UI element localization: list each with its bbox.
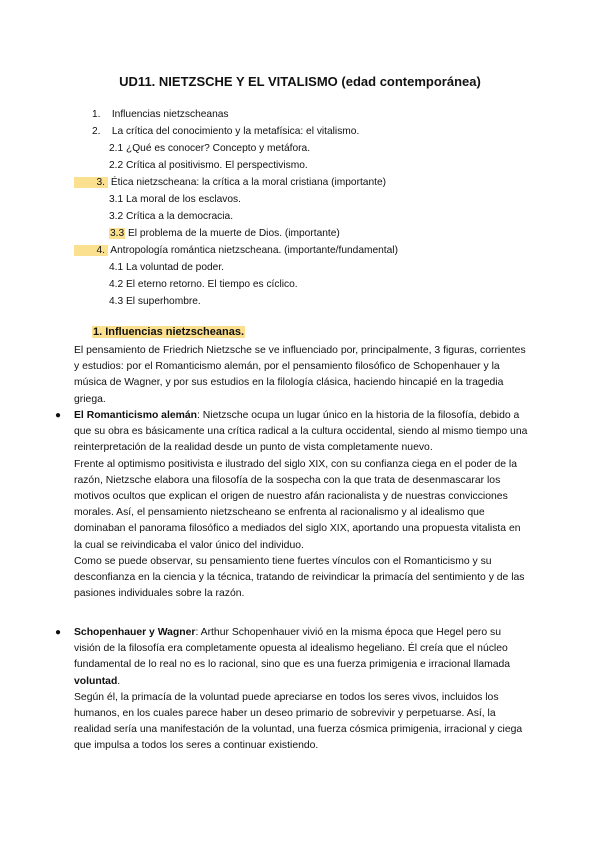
toc-number: 2.1	[109, 143, 124, 154]
toc-item-4-2	[109, 279, 298, 290]
toc-text: El problema de la muerte de Dios. (importante)	[128, 228, 340, 239]
toc-item-2	[92, 126, 359, 137]
toc-item-3	[74, 177, 386, 188]
toc-item-4-3	[109, 296, 201, 307]
toc-text: Antropología romántica nietzscheana. (importante/fundamental)	[110, 245, 398, 256]
bullet-text: : Nietzsche ocupa un lugar único en la historia de la filosofía, debido a que su obra es básicamente una crítica radical a la cultura occidental, siendo al mismo tiempo una reinterpretación de la realidad desde un punto de vista completamente nuevo.	[74, 410, 528, 454]
bold-term: voluntad	[74, 675, 118, 687]
toc-item-3-2	[109, 211, 233, 222]
toc-number: 3.2	[109, 211, 124, 222]
section-heading-text: 1. Influencias nietzscheanas.	[93, 326, 245, 338]
toc-number: 4.1	[109, 262, 124, 273]
paragraph: Frente al optimismo positivista e ilustrado del siglo XIX, con su confianza ciega en el poder de la razón, Nietzsche elabora una filosofía de la sospecha con la que trata de desenmascarar los motivos ocultos que explican el origen de nuestro afán racionalista y de nuestras convicciones morales. Así, el pensamiento nietzscheano se enfrenta al racionalismo y al idealismo que dominaban el panorama filosófico a mediados del siglo XIX, aportando una propuesta vitalista en la cual se reivindicaba el valor único del individuo.	[74, 458, 521, 551]
paragraph: Como se puede observar, su pensamiento tiene fuertes vínculos con el Romanticismo y su desconfianza en la ciencia y la técnica, tratando de reivindicar la primacía del sentimiento y de las pasiones individuales sobre la razón.	[74, 555, 525, 600]
section-intro	[74, 343, 529, 408]
toc-number: 4.3	[109, 296, 124, 307]
toc-number: 4.2	[109, 279, 124, 290]
toc-text: Ética nietzscheana: la crítica a la moral cristiana (importante)	[110, 177, 387, 188]
document-title: UD11. NIETZSCHE Y EL VITALISMO (edad contemporánea)	[119, 74, 481, 89]
toc-number-highlighted: 4.	[74, 245, 108, 256]
intro-paragraph: El pensamiento de Friedrich Nietzsche se ve influenciado por, principalmente, 3 figuras, corrientes y estudios: por el Romanticismo alemán, por el pensamiento filosófico de Schopenhauer y la música de Wagner, y por sus estudios en la filología clásica, haciendo hincapié en la tragedia griega.	[74, 345, 526, 405]
paragraph: Según él, la primacía de la voluntad puede apreciarse en todos los seres vivos, incluidos los humanos, en los cuales parece haber un deseo primario de sobrevivir y perpetuarse. Así, la realidad sería una manifestación de la voluntad, una fuerza cósmica primigenia, irracional y ciega que impulsa a todos los seres a continuar existiendo.	[74, 691, 523, 752]
toc-number: 1.	[92, 109, 101, 120]
bullet-romanticismo	[74, 408, 529, 602]
bullet-text: : Arthur Schopenhauer vivió en la misma época que Hegel pero su visión de la filosofía era completamente opuesta al idealismo hegeliano. Él creía que el núcleo fundamental de lo real no es lo racional, sino que es una fuerza primigenia e irracional llamada	[74, 627, 511, 671]
toc-text: El superhombre.	[126, 296, 201, 307]
toc-number: 3.1	[109, 194, 124, 205]
bullet-term: El Romanticismo alemán	[74, 410, 197, 421]
toc-item-3-1	[109, 194, 241, 205]
period: .	[117, 675, 121, 687]
toc-number: 2.2	[109, 160, 124, 171]
toc-item-2-2	[109, 160, 308, 171]
toc-text: Crítica al positivismo. El perspectivismo.	[126, 160, 308, 171]
toc-text: La moral de los esclavos.	[126, 194, 241, 205]
toc-item-2-1	[109, 143, 310, 154]
toc-text: La crítica del conocimiento y la metafísica: el vitalismo.	[111, 126, 360, 137]
toc-number-highlighted: 3.3	[110, 228, 125, 239]
toc-text: Crítica a la democracia.	[126, 211, 234, 222]
bullet-marker: ●	[55, 410, 62, 421]
bullet-marker: ●	[55, 627, 62, 638]
section-heading	[92, 326, 245, 338]
bullet-term: Schopenhauer y Wagner	[74, 627, 196, 638]
toc-number: 2.	[92, 126, 101, 137]
toc-item-4	[74, 245, 398, 256]
toc-number-highlighted: 3.	[74, 177, 108, 188]
toc-text: La voluntad de poder.	[126, 262, 225, 273]
bullet-paragraph	[74, 625, 529, 690]
bullet-paragraph	[74, 408, 529, 457]
bullet-schopenhauer	[74, 625, 529, 755]
toc-item-3-3	[109, 228, 340, 239]
toc-item-1	[92, 109, 229, 120]
toc-text: El eterno retorno. El tiempo es cíclico.	[126, 279, 298, 290]
toc-text: Influencias nietzscheanas	[111, 109, 229, 120]
toc-text: ¿Qué es conocer? Concepto y metáfora.	[126, 143, 311, 154]
toc-item-4-1	[109, 262, 224, 273]
